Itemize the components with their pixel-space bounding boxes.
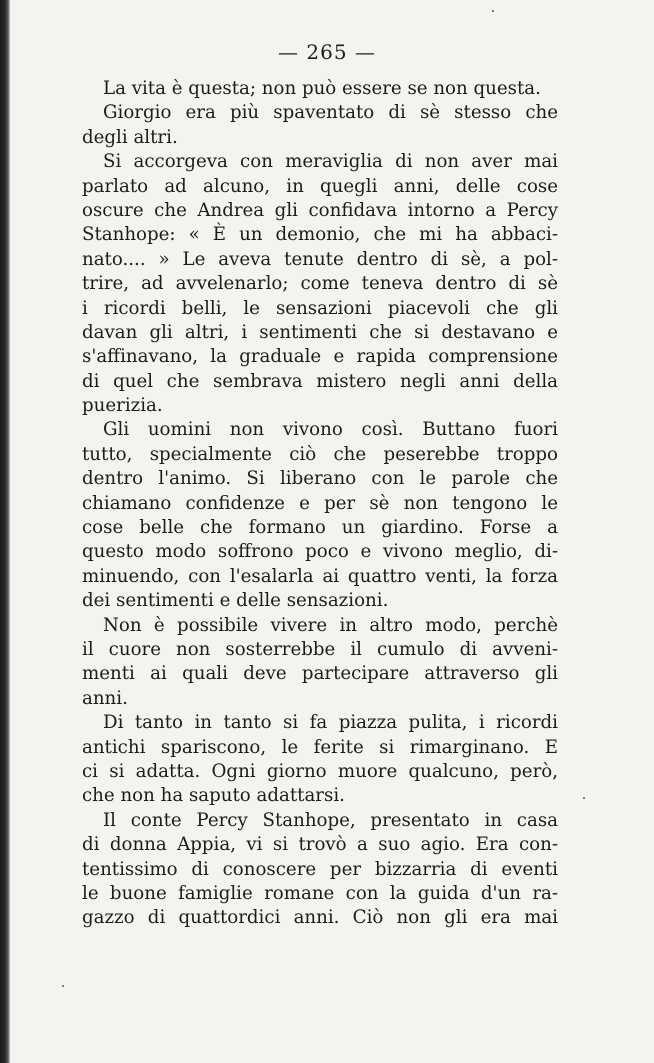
text-line: i ricordi belli, le sensazioni piacevoli che gli (82, 297, 558, 319)
text-line: dentro l'animo. Si liberano con le parole che (82, 468, 558, 490)
text-line: questo modo soffrono poco e vivono meglio, di- (82, 541, 558, 563)
paper-speck (583, 797, 585, 799)
paper-speck (62, 985, 64, 987)
text-line: Giorgio era più spaventato di sè stesso che (103, 102, 558, 124)
page-binding-edge (0, 0, 10, 1063)
text-line: cose belle che formano un giardino. Forse a (82, 517, 558, 539)
page-number: — 265 — (278, 40, 376, 64)
text-line: le buone famiglie romane con la guida d'un ra- (82, 882, 558, 904)
text-line: Stanhope: « È un demonio, che mi ha abbaci- (82, 224, 558, 246)
text-line: Il conte Percy Stanhope, presentato in casa (103, 809, 558, 831)
text-line: ci si adatta. Ogni giorno muore qualcuno, però, (82, 760, 558, 782)
text-line: antichi spariscono, le ferite si rimarginano. E (82, 736, 558, 758)
text-line: chiamano confidenze e per sè non tengono le (82, 492, 558, 514)
text-line: che non ha saputo adattarsi. (82, 785, 345, 807)
text-line: s'affinavano, la graduale e rapida comprensione (82, 346, 558, 368)
text-line: Di tanto in tanto si fa piazza pulita, i ricordi (103, 712, 558, 734)
text-line: dei sentimenti e delle sensazioni. (82, 590, 389, 612)
text-line: parlato ad alcuno, in quegli anni, delle cose (82, 175, 558, 197)
text-line: nato.... » Le aveva tenute dentro di sè, a pol- (82, 248, 558, 270)
text-line: La vita è questa; non può essere se non questa. (103, 78, 541, 99)
text-line: anni. (82, 687, 128, 709)
text-line: tentissimo di conoscere per bizzarria di eventi (82, 858, 558, 880)
text-line: davan gli altri, i sentimenti che si destavano e (82, 321, 558, 343)
text-line: di donna Appia, vi si trovò a suo agio. Era con- (82, 834, 558, 856)
text-line: Si accorgeva con meraviglia di non aver mai (103, 151, 558, 173)
text-line: puerizia. (82, 395, 163, 417)
text-line: Non è possibile vivere in altro modo, perchè (103, 614, 558, 636)
text-line: di quel che sembrava mistero negli anni della (82, 370, 558, 392)
body-text (82, 77, 558, 931)
text-line: Gli uomini non vivono così. Buttano fuori (103, 419, 558, 441)
text-line: degli altri. (82, 126, 178, 148)
text-line: gazzo di quattordici anni. Ciò non gli era mai (82, 907, 558, 929)
paper-speck (492, 10, 494, 12)
text-line: tutto, specialmente ciò che peserebbe troppo (82, 443, 558, 465)
text-line: minuendo, con l'esalarla ai quattro venti, la forza (82, 565, 558, 587)
text-line: il cuore non sosterrebbe il cumulo di avveni- (82, 638, 558, 660)
text-line: menti ai quali deve partecipare attraverso gli (82, 663, 558, 685)
text-line: oscure che Andrea gli confidava intorno a Percy (82, 199, 558, 221)
text-line: trire, ad avvelenarlo; come teneva dentro di sè (82, 273, 558, 295)
